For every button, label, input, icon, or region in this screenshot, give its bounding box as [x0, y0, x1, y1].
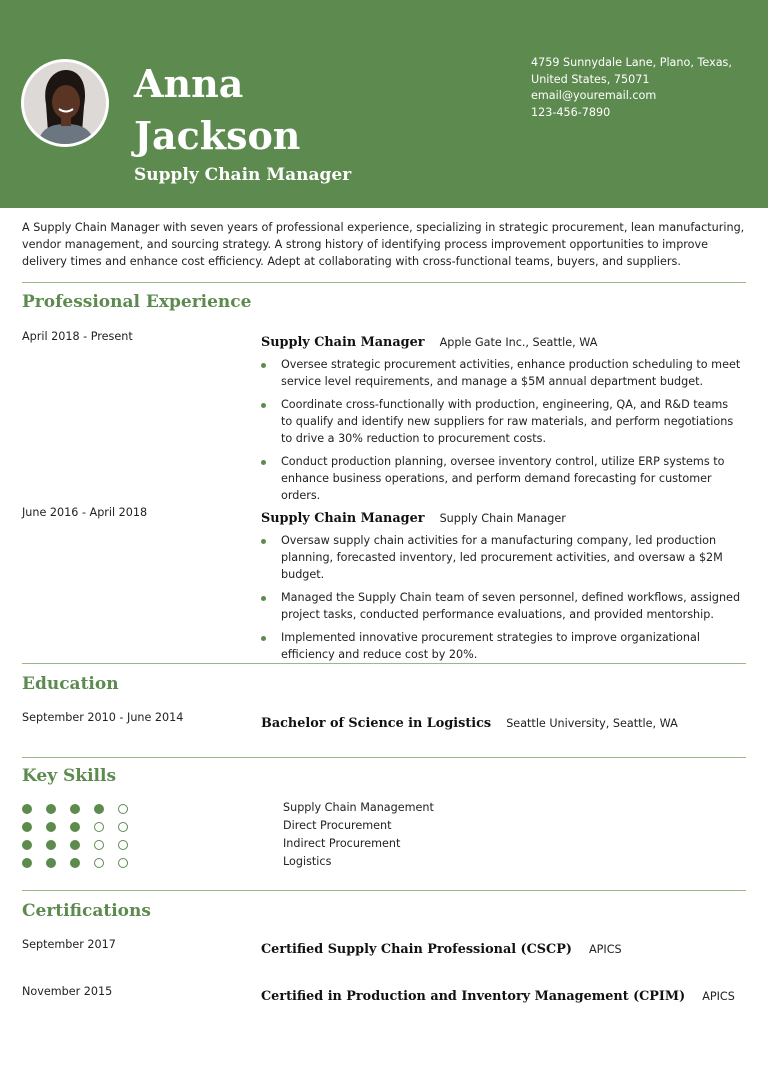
skill-dot-filled-icon [22, 858, 32, 868]
address-line-2: United States, 75071 [531, 72, 650, 86]
skill-dot-empty-icon [118, 858, 128, 868]
list-item: Conduct production planning, oversee inventory control, utilize ERP systems to enhance business operations, and perform demand forecasting for customer orders. [261, 453, 741, 504]
address-line-1: 4759 Sunnydale Lane, Plano, Texas, [531, 56, 732, 69]
skill-dot-filled-icon [70, 858, 80, 868]
list-item: Oversee strategic procurement activities, enhance production scheduling to meet service level requirements, and manage a $5M annual department budget. [261, 356, 741, 390]
cert-1-issuer: APICS [589, 943, 622, 956]
skill-dot-filled-icon [70, 804, 80, 814]
education-entry [261, 712, 678, 731]
skill-dot-empty-icon [94, 822, 104, 832]
email[interactable]: email@youremail.com [531, 89, 657, 103]
skill-name: Logistics [283, 855, 332, 868]
experience-heading: Professional Experience [22, 292, 252, 312]
avatar-portrait-icon [24, 62, 106, 144]
cert-2-date: November 2015 [22, 985, 113, 998]
job-1-bullets [261, 356, 741, 510]
list-item: Oversaw supply chain activities for a manufacturing company, led production planning, forecasted inventory, led procurement activities, and oversaw a $2M budget. [261, 532, 741, 583]
list-item: Coordinate cross-functionally with production, engineering, QA, and R&D teams to qualify and identify new suppliers for raw materials, and perform negotiations to drive a 30% reduction to procurement costs. [261, 396, 741, 447]
job-2-bullets [261, 532, 741, 669]
skill-dot-filled-icon [22, 840, 32, 850]
phone[interactable]: 123-456-7890 [531, 106, 611, 120]
skill-dot-filled-icon [70, 822, 80, 832]
job-2-dates: June 2016 - April 2018 [22, 506, 148, 519]
skill-dot-empty-icon [118, 822, 128, 832]
divider [22, 890, 746, 891]
education-dates: September 2010 - June 2014 [22, 711, 184, 724]
skill-name: Supply Chain Management [283, 801, 434, 814]
avatar [21, 59, 109, 147]
skill-dot-empty-icon [118, 840, 128, 850]
skill-dot-filled-icon [46, 804, 56, 814]
job-1-role [261, 331, 597, 350]
skill-dot-filled-icon [46, 840, 56, 850]
education-heading: Education [22, 674, 119, 694]
skill-dot-empty-icon [118, 804, 128, 814]
job-1-dates: April 2018 - Present [22, 330, 133, 343]
divider [22, 663, 746, 664]
skill-dot-filled-icon [70, 840, 80, 850]
last-name: Jackson [134, 113, 301, 158]
cert-1-name: Certified Supply Chain Professional (CSCP) [261, 942, 572, 957]
list-item: Implemented innovative procurement strategies to improve organizational efficiency and reduce cost by 20%. [261, 629, 741, 663]
header-banner [0, 0, 768, 208]
cert-1-entry [261, 938, 622, 957]
education-degree: Bachelor of Science in Logistics [261, 716, 492, 731]
job-2-company: Supply Chain Manager [439, 512, 566, 525]
cert-2-entry [261, 985, 735, 1004]
job-1-company: Apple Gate Inc., Seattle, WA [439, 336, 598, 349]
skill-name: Direct Procurement [283, 819, 392, 832]
skill-dot-filled-icon [94, 804, 104, 814]
job-1-title: Supply Chain Manager [261, 335, 425, 350]
list-item: Managed the Supply Chain team of seven personnel, defined workflows, assigned project tasks, conducted performance evaluations, and provided mentorship. [261, 589, 741, 623]
divider [22, 757, 746, 758]
job-2-title: Supply Chain Manager [261, 511, 425, 526]
education-school: Seattle University, Seattle, WA [506, 717, 678, 730]
candidate-name [134, 58, 300, 162]
contact-info [531, 55, 732, 122]
skill-name: Indirect Procurement [283, 837, 401, 850]
job-2-role [261, 507, 566, 526]
skill-dot-filled-icon [22, 804, 32, 814]
skill-dot-filled-icon [22, 822, 32, 832]
skills-heading: Key Skills [22, 766, 117, 786]
cert-2-issuer: APICS [702, 990, 735, 1003]
skill-dot-empty-icon [94, 858, 104, 868]
skill-dot-filled-icon [46, 822, 56, 832]
skill-dot-empty-icon [94, 840, 104, 850]
job-title: Supply Chain Manager [134, 165, 352, 185]
cert-2-name: Certified in Production and Inventory Management (CPIM) [261, 989, 686, 1004]
certifications-heading: Certifications [22, 901, 151, 921]
cert-1-date: September 2017 [22, 938, 116, 951]
summary: A Supply Chain Manager with seven years of professional experience, specializing in strategic procurement, lean manufacturing, vendor management, and sourcing strategy. A strong history of identifying process improvement opportunities to improve delivery times and enhance cost efficiency. Adept at collaborating with cross-functional teams, buyers, and suppliers. [22, 221, 745, 268]
skill-dot-filled-icon [46, 858, 56, 868]
divider [22, 282, 746, 283]
first-name: Anna [134, 61, 244, 106]
